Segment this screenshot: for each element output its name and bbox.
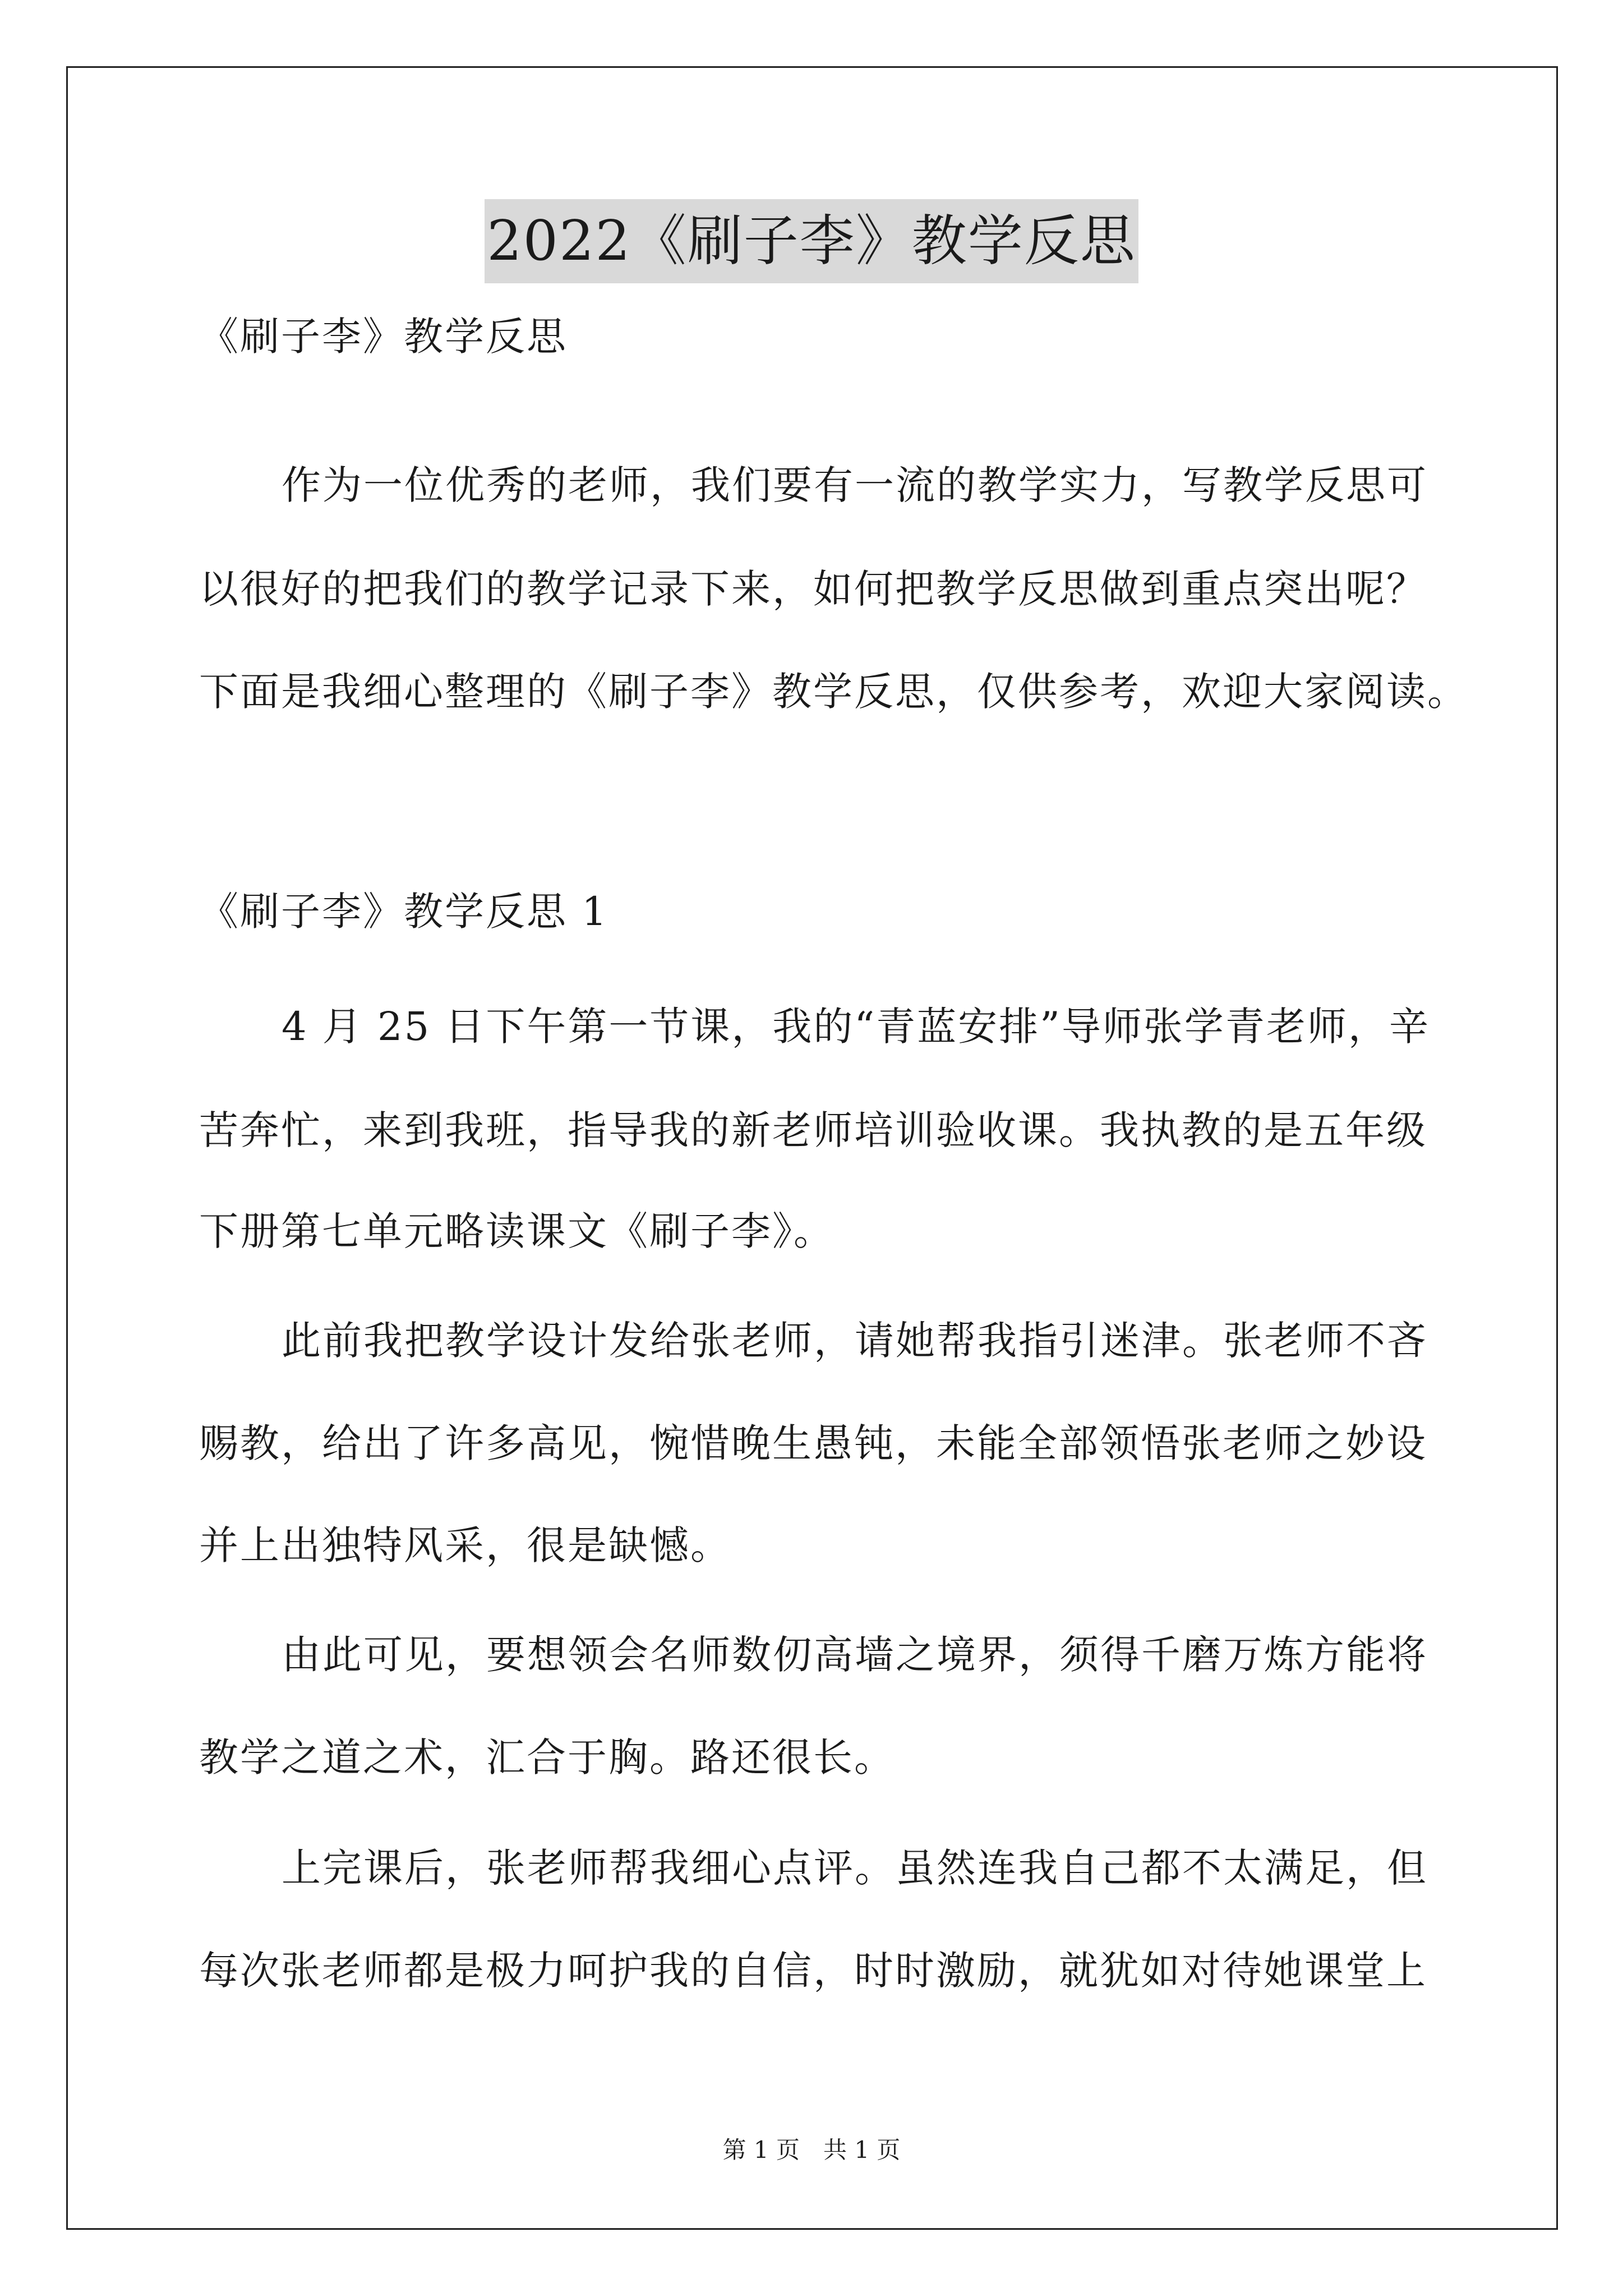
paragraph-line: 以很好的把我们的教学记录下来，如何把教学反思做到重点突出呢？ <box>199 566 1427 612</box>
paragraph-line: 赐教，给出了许多高见，惋惜晚生愚钝，未能全部领悟张老师之妙设 <box>199 1420 1427 1466</box>
paragraph-line: 苦奔忙，来到我班，指导我的新老师培训验收课。我执教的是五年级 <box>199 1107 1427 1153</box>
paragraph-line: 由此可见，要想领会名师数仞高墙之境界，须得千磨万炼方能将 <box>282 1632 1428 1678</box>
paragraph-line: 教学之道之术，汇合于胸。路还很长。 <box>199 1734 895 1780</box>
section-heading: 《刷子李》教学反思 1 <box>199 889 608 935</box>
section-heading: 《刷子李》教学反思 <box>199 314 568 360</box>
paragraph-line: 并上出独特风采，很是缺憾。 <box>199 1522 731 1568</box>
paragraph-line: 每次张老师都是极力呵护我的自信，时时激励，就犹如对待她课堂上 <box>199 1948 1427 1994</box>
paragraph-line: 上完课后，张老师帮我细心点评。虽然连我自己都不太满足，但 <box>282 1845 1428 1891</box>
paragraph-line: 下面是我细心整理的《刷子李》教学反思，仅供参考，欢迎大家阅读。 <box>199 669 1468 715</box>
paragraph-line: 4 月 25 日下午第一节课，我的“青蓝安排”导师张学青老师，辛 <box>282 1004 1430 1050</box>
paragraph-line: 作为一位优秀的老师，我们要有一流的教学实力，写教学反思可 <box>282 462 1428 508</box>
document-title-text: 2022《刷子李》教学反思 <box>485 199 1138 283</box>
paragraph-line: 下册第七单元略读课文《刷子李》。 <box>199 1208 834 1254</box>
page-footer: 第 1 页 共 1 页 <box>722 2136 901 2164</box>
paragraph-line: 此前我把教学设计发给张老师，请她帮我指引迷津。张老师不吝 <box>282 1318 1428 1364</box>
document-title <box>0 199 1623 283</box>
